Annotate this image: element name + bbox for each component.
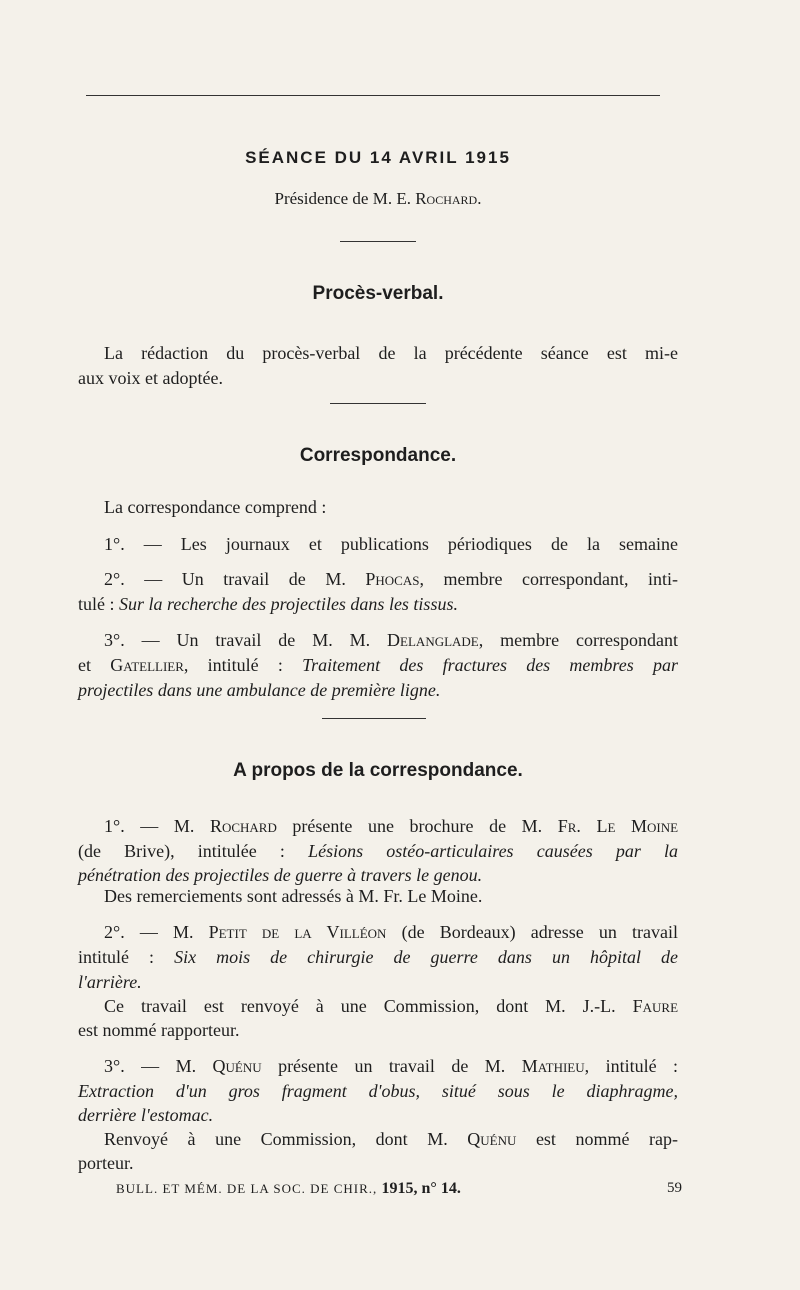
- a-propos-item-2: [78, 920, 678, 944]
- work-title: projectiles dans une ambulance de première ligne.: [78, 680, 441, 700]
- a-propos-item-3: [78, 1054, 678, 1078]
- author-name: Fr. Le Moine: [557, 816, 679, 836]
- a-propos-item-3-commission: [78, 1127, 678, 1151]
- item-text: est nommé rap-: [535, 1129, 678, 1149]
- item-text: tulé :: [78, 594, 115, 614]
- proces-verbal-line-1: La rédaction du procès-verbal de la précédente séance est mi-e: [104, 343, 678, 363]
- proces-verbal-line-2: aux voix et adoptée.: [78, 368, 223, 388]
- correspondance-item-2: [78, 567, 678, 591]
- a-propos-title: A propos de la correspondance.: [233, 760, 523, 781]
- author-name: Mathieu: [521, 1056, 585, 1076]
- document-page: [78, 0, 682, 1290]
- correspondance-item-3: [78, 628, 678, 652]
- top-rule: [86, 95, 660, 96]
- item-text: , intitulé :: [183, 655, 283, 675]
- presidence-line: [78, 189, 678, 209]
- item-text: , membre correspondant: [478, 630, 679, 650]
- a-propos-item-2-commission: [78, 994, 678, 1018]
- item-text: 2°. — Un travail de M.: [104, 569, 346, 589]
- author-name: Gatellier: [110, 655, 184, 675]
- item-text: présente une brochure de M.: [292, 816, 543, 836]
- item-text: 2°. — M.: [104, 922, 194, 942]
- item-text: Renvoyé à une Commission, dont M.: [104, 1129, 448, 1149]
- correspondance-item-3-cont-2: [78, 678, 678, 702]
- item-text: (de Bordeaux) adresse un travail: [401, 922, 679, 942]
- item-text: (de Brive), intitulée :: [78, 841, 285, 861]
- footer-journal: [116, 1180, 461, 1198]
- a-propos-item-2-cont: [78, 945, 678, 969]
- section-rule: [340, 241, 416, 242]
- correspondance-item-2-cont: [78, 592, 678, 616]
- work-title: Traitement des fractures des membres par: [302, 655, 678, 675]
- president-name: Rochard.: [415, 189, 482, 208]
- author-name: Phocas: [365, 569, 420, 589]
- page-number: 59: [667, 1180, 682, 1196]
- a-propos-item-3-cont: [78, 1079, 678, 1103]
- a-propos-item-1-cont: [78, 839, 678, 863]
- journal-issue: 1915, n° 14.: [381, 1180, 461, 1197]
- journal-name: BULL. ET MÉM. DE LA SOC. DE CHIR.,: [116, 1181, 378, 1196]
- presidence-prefix: Présidence de M. E.: [274, 189, 411, 208]
- author-name: Quénu: [212, 1056, 262, 1076]
- section-rule: [330, 403, 426, 404]
- author-name: Rochard: [209, 816, 277, 836]
- work-title: pénétration des projectiles de guerre à travers le genou.: [78, 865, 483, 885]
- work-title: l'arrière.: [78, 972, 142, 992]
- correspondance-item-3-cont: [78, 653, 678, 677]
- seance-title: SÉANCE DU 14 AVRIL 1915: [245, 148, 511, 167]
- item-text: présente un travail de M.: [278, 1056, 506, 1076]
- correspondance-intro: La correspondance comprend :: [104, 497, 327, 517]
- item-text: Ce travail est renvoyé à une Commission, dont M. J.-L.: [104, 996, 616, 1016]
- item-text: 3°. — Un travail de M. M.: [104, 630, 371, 650]
- work-title: Sur la recherche des projectiles dans les tissus.: [119, 594, 458, 614]
- a-propos-item-3-rapporteur: porteur.: [78, 1153, 134, 1173]
- item-text: intitulé :: [78, 947, 155, 967]
- item-text: 1°. — M.: [104, 816, 195, 836]
- item-text: 3°. — M.: [104, 1056, 197, 1076]
- correspondance-item-1: 1°. — Les journaux et publications périodiques de la semaine: [104, 534, 678, 554]
- section-rule: [322, 718, 426, 719]
- author-name: Quénu: [467, 1129, 517, 1149]
- work-title: Lésions ostéo-articulaires causées par la: [308, 841, 679, 861]
- work-title: Six mois de chirurgie de guerre dans un hôpital de: [174, 947, 678, 967]
- item-text: , intitulé :: [584, 1056, 679, 1076]
- author-name: Faure: [632, 996, 679, 1016]
- author-name: Petit de la Villéon: [208, 922, 387, 942]
- a-propos-item-2-cont-2: [78, 970, 678, 994]
- a-propos-item-1-thanks: Des remerciements sont adressés à M. Fr. Le Moine.: [104, 886, 483, 906]
- item-text: et: [78, 655, 91, 675]
- a-propos-item-3-cont-2: [78, 1103, 678, 1127]
- correspondance-title: Correspondance.: [299, 445, 457, 466]
- a-propos-item-2-rapporteur: est nommé rapporteur.: [78, 1020, 240, 1040]
- author-name: Delanglade: [387, 630, 479, 650]
- work-title: Extraction d'un gros fragment d'obus, situé sous le diaphragme,: [78, 1081, 678, 1101]
- a-propos-item-1: [78, 814, 678, 838]
- item-text: , membre correspondant, inti-: [419, 569, 679, 589]
- work-title: derrière l'estomac.: [78, 1105, 214, 1125]
- proces-verbal-title: Procès-verbal.: [312, 283, 444, 304]
